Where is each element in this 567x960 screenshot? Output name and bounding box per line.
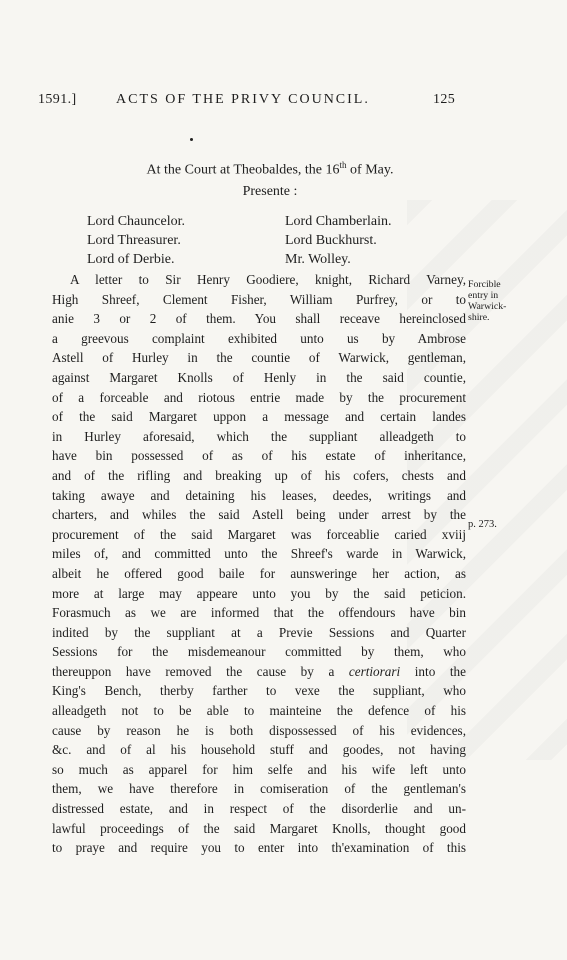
body-line: of the said Margaret uppon a message and certain landes xyxy=(52,409,466,425)
court-heading-tail: of May. xyxy=(346,162,394,178)
page-number: 125 xyxy=(433,92,456,107)
attendee: Mr. Wolley. xyxy=(285,252,351,267)
body-line: anie 3 or 2 of them. You shall receave hereinclosed xyxy=(52,311,466,327)
running-head xyxy=(38,92,458,112)
body-line: Astell of Hurley in the countie of Warwick, gentleman, xyxy=(52,350,466,366)
attendee: Lord Chamberlain. xyxy=(285,214,392,229)
margin-note-line: entry in xyxy=(468,290,499,301)
body-line: to praye and require you to enter into th'examination of this xyxy=(52,840,466,856)
body-line: so much as apparel for him selfe and his wife left unto xyxy=(52,761,466,777)
body-line: Forasmuch as we are informed that the offendours have bin xyxy=(52,605,466,621)
body-line: King's Bench, therby farther to vexe the suppliant, who xyxy=(52,683,466,699)
margin-note-line: shire. xyxy=(468,312,490,323)
body-line: thereuppon have removed the cause by a certiorari into the xyxy=(52,663,466,679)
attendees-left-column xyxy=(87,212,185,269)
body-line: and of the rifling and breaking up of his cofers, chests and xyxy=(52,467,466,483)
body-line: indited by the suppliant at a Previe Sessions and Quarter xyxy=(52,624,466,640)
body-line: lawful proceedings of the said Margaret Knolls, thought good xyxy=(52,820,466,836)
running-head-year: 1591.] xyxy=(38,92,77,107)
body-line: them, we have therefore in comiseration of the gentleman's xyxy=(52,781,466,797)
body-line: against Margaret Knolls of Henly in the said countie, xyxy=(52,369,466,385)
body-line: more at large may appeare unto you by the said peticion. xyxy=(52,585,466,601)
attendee: Lord Threasurer. xyxy=(87,233,181,248)
letter-body xyxy=(52,270,466,858)
margin-note-line: Warwick- xyxy=(468,301,507,312)
court-heading-sup: th xyxy=(339,160,347,170)
margin-note-line: Forcible xyxy=(468,279,501,290)
body-line: in Hurley aforesaid, which the suppliant alleadgeth to xyxy=(52,428,466,444)
attendee: Lord of Derbie. xyxy=(87,252,175,267)
margin-note-forcible-entry xyxy=(468,279,506,323)
body-line: Sessions for the misdemeanour committed by them, who xyxy=(52,644,466,660)
attendee: Lord Buckhurst. xyxy=(285,233,377,248)
court-heading xyxy=(100,160,440,179)
presente-heading: Presente : xyxy=(242,184,298,199)
body-line: procurement of the said Margaret was forceablie caried xviij xyxy=(52,526,466,542)
italic-term: certiorari xyxy=(348,663,401,679)
body-line: distressed estate, and in respect of the disorderlie and un- xyxy=(52,801,466,817)
body-line: taking awaye and detaining his leases, deedes, writings and xyxy=(52,487,466,503)
attendees-right-column xyxy=(285,212,392,269)
body-line: a greevous complaint exhibited unto us by Ambrose xyxy=(52,330,466,346)
ink-dot xyxy=(190,138,193,141)
body-line: A letter to Sir Henry Goodiere, knight, Richard Varney, xyxy=(70,272,466,287)
running-head-title: ACTS OF THE PRIVY COUNCIL. xyxy=(116,92,370,107)
margin-note-page-ref: p. 273. xyxy=(468,519,497,530)
body-line: alleadgeth not to be able to mainteine the defence of his xyxy=(52,703,466,719)
body-line: miles of, and committed unto the Shreef's warde in Warwick, xyxy=(52,546,466,562)
body-line: albeit he offered good baile for aunsweringe her action, as xyxy=(52,565,466,581)
body-line: &c. and of al his household stuff and goodes, not having xyxy=(52,742,466,758)
body-line: cause by reason he is both dispossessed of his evidences, xyxy=(52,722,466,738)
court-heading-text: At the Court at Theobaldes, the 16 xyxy=(146,162,340,178)
body-line: charters, and whiles the said Astell being under arrest by the xyxy=(52,507,466,523)
body-line: have bin possessed of as of his estate of inheritance, xyxy=(52,448,466,464)
body-line: of a forceable and riotous entrie made by the procurement xyxy=(52,389,466,405)
body-line: High Shreef, Clement Fisher, William Purfrey, or to xyxy=(52,291,466,307)
attendee: Lord Chauncelor. xyxy=(87,214,185,229)
